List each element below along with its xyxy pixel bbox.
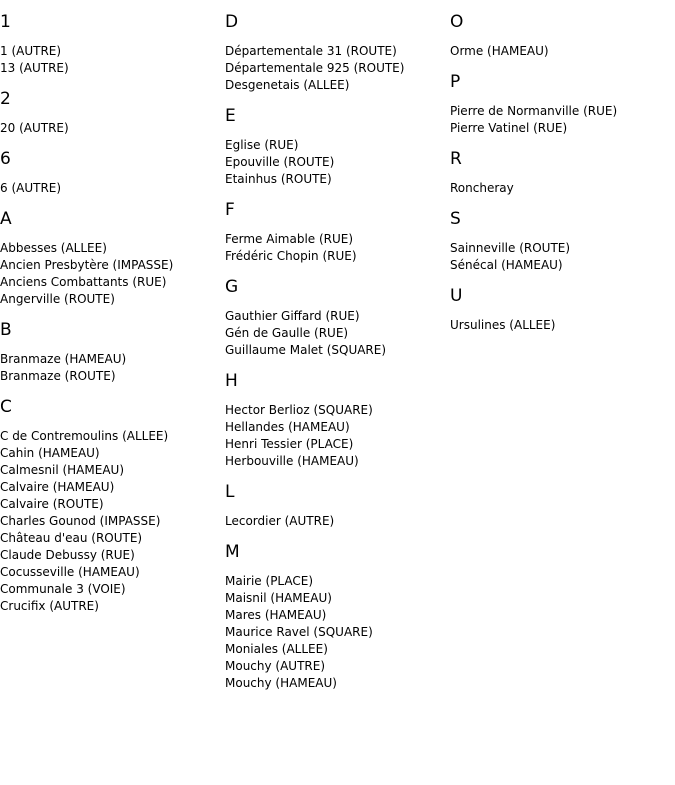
- street-link[interactable]: Angerville (ROUTE): [0, 292, 115, 306]
- street-index-column-2: [225, 0, 450, 692]
- street-link[interactable]: Etainhus (ROUTE): [225, 172, 332, 186]
- letter-group: [0, 320, 225, 385]
- street-link[interactable]: Calvaire (ROUTE): [0, 497, 104, 511]
- letter-group: [225, 200, 450, 265]
- street-link[interactable]: Mouchy (AUTRE): [225, 659, 326, 673]
- street-link[interactable]: Hector Berlioz (SQUARE): [225, 403, 373, 417]
- letter-heading: H: [225, 371, 238, 391]
- letter-heading: F: [225, 200, 235, 220]
- street-link[interactable]: Départementale 31 (ROUTE): [225, 44, 397, 58]
- letter-group: [0, 397, 225, 615]
- street-link[interactable]: Calmesnil (HAMEAU): [0, 463, 125, 477]
- street-link[interactable]: Herbouville (HAMEAU): [225, 454, 359, 468]
- letter-group: [450, 149, 675, 197]
- street-link[interactable]: Ursulines (ALLEE): [450, 318, 556, 332]
- letter-heading: U: [450, 286, 463, 306]
- street-link[interactable]: Abbesses (ALLEE): [0, 241, 107, 255]
- letter-heading: S: [450, 209, 461, 229]
- letter-group: [450, 286, 675, 334]
- street-link[interactable]: Départementale 925 (ROUTE): [225, 61, 405, 75]
- letter-heading: 2: [0, 89, 11, 109]
- letter-heading: M: [225, 542, 240, 562]
- street-link[interactable]: Lecordier (AUTRE): [225, 514, 335, 528]
- street-link[interactable]: Maisnil (HAMEAU): [225, 591, 332, 605]
- street-link[interactable]: 13 (AUTRE): [0, 61, 69, 75]
- letter-heading: P: [450, 72, 461, 92]
- street-link[interactable]: Branmaze (ROUTE): [0, 369, 116, 383]
- letter-heading: D: [225, 12, 239, 32]
- letter-heading: L: [225, 482, 235, 502]
- letter-group: [450, 72, 675, 137]
- street-link[interactable]: Moniales (ALLEE): [225, 642, 328, 656]
- letter-heading: B: [0, 320, 12, 340]
- letter-group: [0, 149, 225, 197]
- street-link[interactable]: Ferme Aimable (RUE): [225, 232, 354, 246]
- street-link[interactable]: Eglise (RUE): [225, 138, 299, 152]
- letter-group: [225, 277, 450, 359]
- street-link[interactable]: Pierre Vatinel (RUE): [450, 121, 568, 135]
- street-link[interactable]: Communale 3 (VOIE): [0, 582, 126, 596]
- letter-group: [450, 12, 675, 60]
- street-link[interactable]: Branmaze (HAMEAU): [0, 352, 127, 366]
- letter-heading: R: [450, 149, 462, 169]
- letter-group: [0, 12, 225, 77]
- street-link[interactable]: Pierre de Normanville (RUE): [450, 104, 618, 118]
- street-link[interactable]: Epouville (ROUTE): [225, 155, 335, 169]
- letter-heading: E: [225, 106, 236, 126]
- street-index-column-3: [450, 0, 675, 334]
- letter-heading: C: [0, 397, 12, 417]
- street-link[interactable]: Gauthier Giffard (RUE): [225, 309, 360, 323]
- street-link[interactable]: 6 (AUTRE): [0, 181, 62, 195]
- street-link[interactable]: Ancien Presbytère (IMPASSE): [0, 258, 174, 272]
- street-link[interactable]: C de Contremoulins (ALLEE): [0, 429, 169, 443]
- letter-group: [225, 371, 450, 470]
- street-link[interactable]: Anciens Combattants (RUE): [0, 275, 167, 289]
- street-link[interactable]: Château d'eau (ROUTE): [0, 531, 143, 545]
- street-link[interactable]: Mairie (PLACE): [225, 574, 314, 588]
- letter-group: [225, 542, 450, 692]
- street-link[interactable]: Desgenetais (ALLEE): [225, 78, 350, 92]
- letter-heading: O: [450, 12, 464, 32]
- street-link[interactable]: Gén de Gaulle (RUE): [225, 326, 349, 340]
- street-link[interactable]: Roncheray: [450, 181, 514, 195]
- street-link[interactable]: Mares (HAMEAU): [225, 608, 327, 622]
- street-link[interactable]: 20 (AUTRE): [0, 121, 69, 135]
- street-link[interactable]: Cocusseville (HAMEAU): [0, 565, 140, 579]
- letter-heading: G: [225, 277, 239, 297]
- letter-group: [225, 106, 450, 188]
- street-link[interactable]: Mouchy (HAMEAU): [225, 676, 337, 690]
- street-link[interactable]: Sainneville (ROUTE): [450, 241, 571, 255]
- street-index-column-1: [0, 0, 225, 615]
- letter-heading: 1: [0, 12, 11, 32]
- letter-heading: 6: [0, 149, 11, 169]
- street-link[interactable]: Henri Tessier (PLACE): [225, 437, 354, 451]
- letter-group: [225, 12, 450, 94]
- letter-heading: A: [0, 209, 12, 229]
- street-link[interactable]: Charles Gounod (IMPASSE): [0, 514, 161, 528]
- street-link[interactable]: Cahin (HAMEAU): [0, 446, 100, 460]
- letter-group: [450, 209, 675, 274]
- street-link[interactable]: Frédéric Chopin (RUE): [225, 249, 357, 263]
- street-link[interactable]: Hellandes (HAMEAU): [225, 420, 350, 434]
- letter-group: [0, 89, 225, 137]
- street-link[interactable]: Calvaire (HAMEAU): [0, 480, 115, 494]
- street-link[interactable]: Crucifix (AUTRE): [0, 599, 99, 613]
- street-link[interactable]: Sénécal (HAMEAU): [450, 258, 563, 272]
- street-link[interactable]: Maurice Ravel (SQUARE): [225, 625, 373, 639]
- street-link[interactable]: 1 (AUTRE): [0, 44, 62, 58]
- letter-group: [225, 482, 450, 530]
- street-link[interactable]: Orme (HAMEAU): [450, 44, 549, 58]
- letter-group: [0, 209, 225, 308]
- street-link[interactable]: Claude Debussy (RUE): [0, 548, 135, 562]
- street-link[interactable]: Guillaume Malet (SQUARE): [225, 343, 387, 357]
